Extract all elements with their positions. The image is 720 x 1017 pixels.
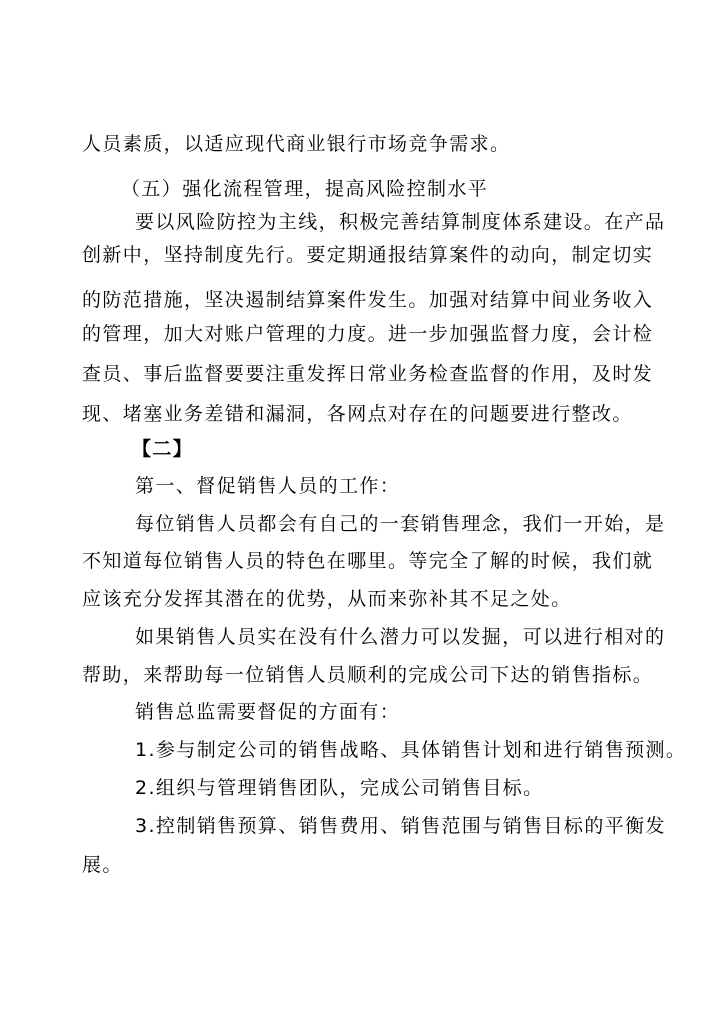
paragraph-line: 帮助，来帮助每一位销售人员顺利的完成公司下达的销售指标。 — [82, 664, 654, 686]
paragraph-line: 的防范措施，坚决遏制结算案件发生。加强对结算中间业务收入 — [82, 289, 654, 311]
list-item: 2.组织与管理销售团队，完成公司销售目标。 — [135, 777, 544, 799]
section-heading: （五）强化流程管理，提高风险控制水平 — [121, 178, 489, 200]
paragraph-line: 现、堵塞业务差错和漏洞，各网点对存在的问题要进行整改。 — [82, 403, 633, 425]
paragraph-line: 创新中，坚持制度先行。要定期通报结算案件的动向，制定切实 — [82, 244, 654, 266]
section-marker: 【二】 — [132, 438, 194, 460]
paragraph-line: 人员素质，以适应现代商业银行市场竞争需求。 — [82, 133, 511, 155]
paragraph-line: 销售总监需要督促的方面有： — [135, 701, 401, 723]
paragraph-line: 展。 — [82, 854, 123, 876]
list-item: 1.参与制定公司的销售战略、具体销售计划和进行销售预测。 — [135, 739, 687, 761]
paragraph-line: 查员、事后监督要要注重发挥日常业务检查监督的作用，及时发 — [82, 363, 654, 385]
list-item: 3.控制销售预算、销售费用、销售范围与销售目标的平衡发 — [135, 815, 666, 837]
paragraph-line: 如果销售人员实在没有什么潜力可以发掘，可以进行相对的 — [135, 626, 666, 648]
paragraph-line: 要以风险防控为主线，积极完善结算制度体系建设。在产品 — [135, 211, 666, 233]
paragraph-line: 不知道每位销售人员的特色在哪里。等完全了解的时候，我们就 — [82, 550, 654, 572]
paragraph-line: 应该充分发挥其潜在的优势，从而来弥补其不足之处。 — [82, 588, 572, 610]
section-heading: 第一、督促销售人员的工作： — [135, 475, 401, 497]
paragraph-line: 每位销售人员都会有自己的一套销售理念，我们一开始，是 — [135, 513, 666, 535]
paragraph-line: 的管理，加大对账户管理的力度。进一步加强监督力度，会计检 — [82, 323, 654, 345]
